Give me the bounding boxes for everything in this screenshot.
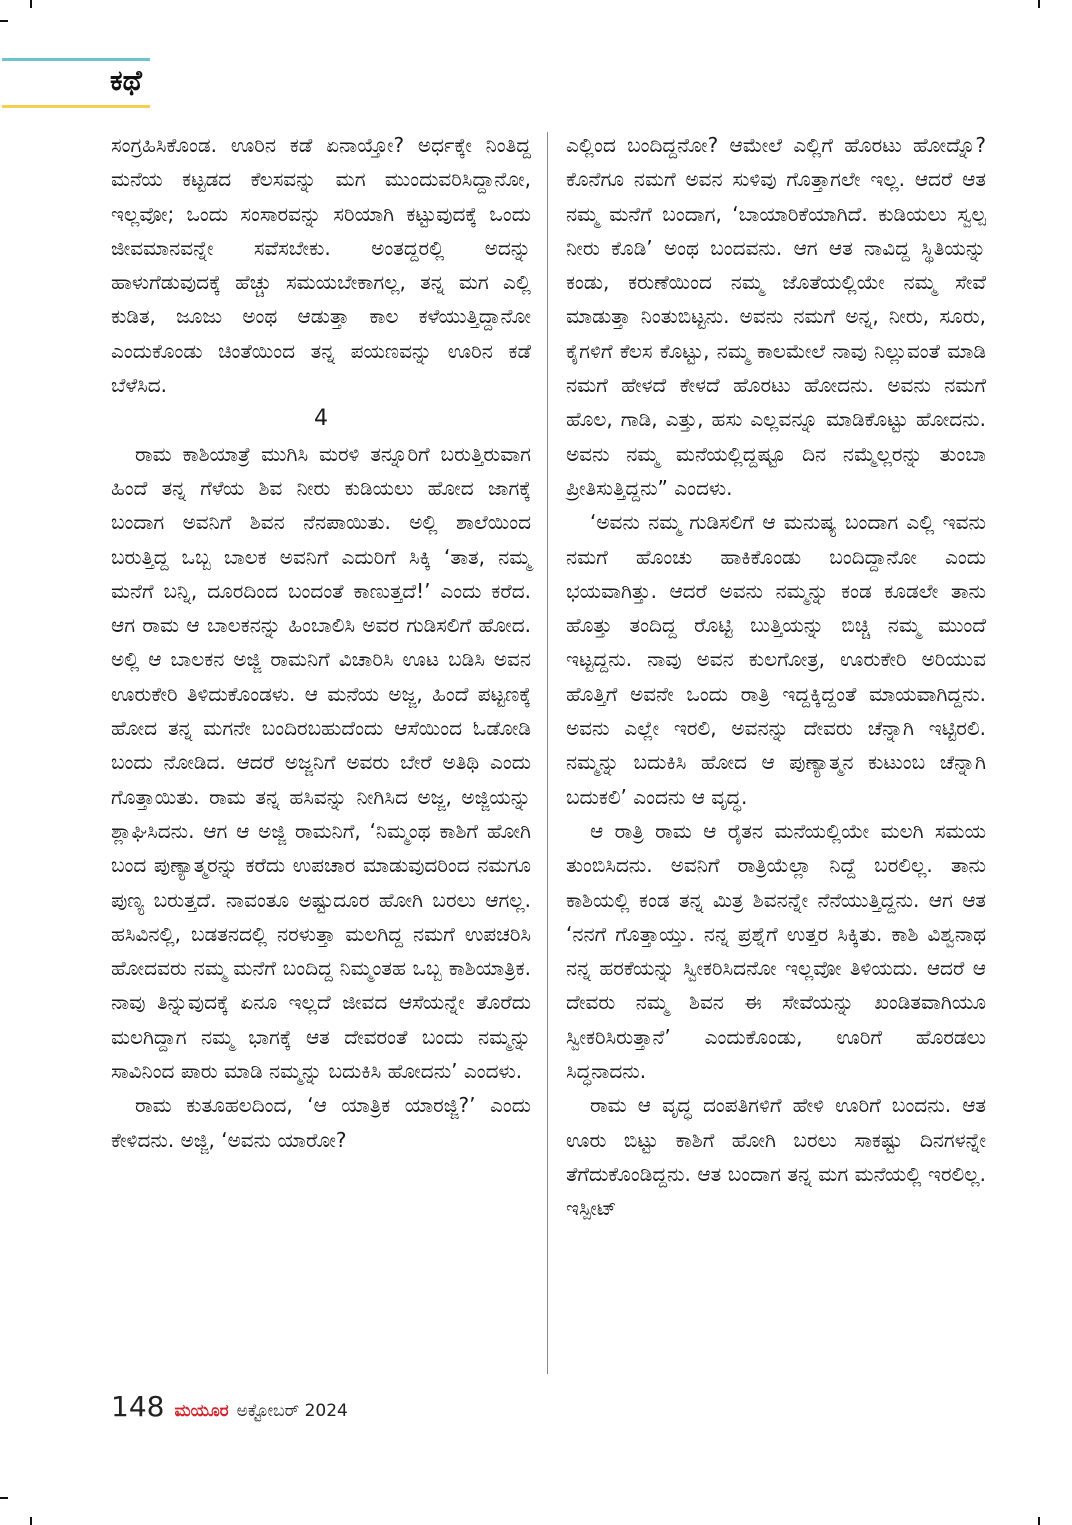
crop-mark (1038, 1517, 1040, 1525)
page-number: 148 (111, 1390, 165, 1423)
paragraph: ಆ ರಾತ್ರಿ ರಾಮ ಆ ರೈತನ ಮನೆಯಲ್ಲಿಯೇ ಮಲಗಿ ಸಮಯ ತುಂಬಿಸಿದನು. ಅವನಿಗೆ ರಾತ್ರಿಯೆಲ್ಲಾ ನಿದ್ದೆ ಬರಲಿಲ್ಲ. ತಾನು ಕಾಶಿಯಲ್ಲಿ ಕಂಡ ತನ್ನ ಮಿತ್ರ ಶಿವನನ್ನೇ ನೆನೆಯುತ್ತಿದ್ದನು. ಆಗ ಆತ ‘ನನಗೆ ಗೊತ್ತಾಯ್ತು. ನನ್ನ ಪ್ರಶ್ನೆಗೆ ಉತ್ತರ ಸಿಕ್ಕಿತು. ಕಾಶಿ ವಿಶ್ವನಾಥ ನನ್ನ ಹರಕೆಯನ್ನು ಸ್ವೀಕರಿಸಿದನೋ ಇಲ್ಲವೋ ತಿಳಿಯದು. ಆದರೆ ಆ ದೇವರು ನಮ್ಮ ಶಿವನ ಈ ಸೇವೆಯನ್ನು ಖಂಡಿತವಾಗಿಯೂ ಸ್ವೀಕರಿಸಿರುತ್ತಾನೆ’ ಎಂದುಕೊಂಡು, ಊರಿಗೆ ಹೊರಡಲು ಸಿದ್ಧನಾದನು. (566, 818, 986, 1084)
paragraph: ಎಲ್ಲಿಂದ ಬಂದಿದ್ದನೋ? ಆಮೇಲೆ ಎಲ್ಲಿಗೆ ಹೊರಟು ಹೋದ್ನೊ? ಕೊನೆಗೂ ನಮಗೆ ಅವನ ಸುಳಿವು ಗೊತ್ತಾಗಲೇ ಇಲ್ಲ. ಆದರೆ ಆತ ನಮ್ಮ ಮನೆಗೆ ಬಂದಾಗ, ‘ಬಾಯಾರಿಕೆಯಾಗಿದೆ. ಕುಡಿಯಲು ಸ್ವಲ್ಪ ನೀರು ಕೊಡಿ’ ಅಂಥ ಬಂದವನು. ಆಗ ಆತ ನಾವಿದ್ದ ಸ್ಥಿತಿಯನ್ನು ಕಂಡು, ಕರುಣೆಯಿಂದ ನಮ್ಮ ಜೊತೆಯಲ್ಲಿಯೇ ನಮ್ಮ ಸೇವೆ ಮಾಡುತ್ತಾ ನಿಂತುಬಿಟ್ಟನು. ಅವನು ನಮಗೆ ಅನ್ನ, ನೀರು, ಸೂರು, ಕೈಗಳಿಗೆ ಕೆಲಸ ಕೊಟ್ಟು, ನಮ್ಮ ಕಾಲಮೇಲೆ ನಾವು ನಿಲ್ಲುವಂತೆ ಮಾಡಿ ನಮಗೆ ಹೇಳದೆ ಕೇಳದೆ ಹೊರಟು ಹೋದನು. ಅವನು ನಮಗೆ ಹೊಲ, ಗಾಡಿ, ಎತ್ತು, ಹಸು ಎಲ್ಲವನ್ನೂ ಮಾಡಿಕೊಟ್ಟು ಹೋದನು. ಅವನು ನಮ್ಮ ಮನೆಯಲ್ಲಿದ್ದಷ್ಟೂ ದಿನ ನಮ್ಮೆಲ್ಲರನ್ನು ತುಂಬಾ ಪ್ರೀತಿಸುತ್ತಿದ್ದನು” ಎಂದಳು. (566, 133, 986, 500)
crop-mark (0, 20, 8, 22)
paragraph: ರಾಮ ಆ ವೃದ್ಧ ದಂಪತಿಗಳಿಗೆ ಹೇಳಿ ಊರಿಗೆ ಬಂದನು. ಆತ ಊರು ಬಿಟ್ಟು ಕಾಶಿಗೆ ಹೋಗಿ ಬರಲು ಸಾಕಷ್ಟು ದಿನಗಳನ್ನೇ ತೆಗೆದುಕೊಂಡಿದ್ದನು. ಆತ ಬಂದಾಗ ತನ್ನ ಮಗ ಮನೆಯಲ್ಲಿ ಇರಲಿಲ್ಲ. ಇಸ್ಪೀಟ್ (566, 1093, 986, 1221)
section-number: 4 (314, 406, 328, 432)
magazine-logo: ಮಯೂರ (174, 1401, 229, 1421)
column-divider (547, 132, 548, 1374)
paragraph: ‘ಅವನು ನಮ್ಮ ಗುಡಿಸಲಿಗೆ ಆ ಮನುಷ್ಯ ಬಂದಾಗ ಎಲ್ಲಿ ಇವನು ನಮಗೆ ಹೊಂಚು ಹಾಕಿಕೊಂಡು ಬಂದಿದ್ದಾನೋ ಎಂದು ಭಯವಾಗಿತ್ತು. ಆದರೆ ಅವನು ನಮ್ಮನ್ನು ಕಂಡ ಕೂಡಲೇ ತಾನು ಹೊತ್ತು ತಂದಿದ್ದ ರೊಟ್ಟಿ ಬುತ್ತಿಯನ್ನು ಬಿಚ್ಚಿ ನಮ್ಮ ಮುಂದೆ ಇಟ್ಟದ್ದನು. ನಾವು ಅವನ ಕುಲಗೋತ್ರ, ಊರುಕೇರಿ ಅರಿಯುವ ಹೊತ್ತಿಗೆ ಅವನೇ ಒಂದು ರಾತ್ರಿ ಇದ್ದಕ್ಕಿದ್ದಂತೆ ಮಾಯವಾಗಿದ್ದನು. ಅವನು ಎಲ್ಲೇ ಇರಲಿ, ಅವನನ್ನು ದೇವರು ಚೆನ್ನಾಗಿ ಇಟ್ಟಿರಲಿ. ನಮ್ಮನ್ನು ಬದುಕಿಸಿ ಹೋದ ಆ ಪುಣ್ಯಾತ್ಮನ ಕುಟುಂಬ ಚೆನ್ನಾಗಿ ಬದುಕಲಿ’ ಎಂದನು ಆ ವೃದ್ಧ. (566, 510, 986, 809)
page-footer (111, 1390, 348, 1426)
crop-mark (30, 0, 32, 8)
crop-mark (0, 1497, 8, 1499)
header-rule-top (2, 58, 150, 61)
paragraph: ಸಂಗ್ರಹಿಸಿಕೊಂಡ. ಊರಿನ ಕಡೆ ಏನಾಯ್ತೋ? ಅರ್ಧಕ್ಕೇ ನಿಂತಿದ್ದ ಮನೆಯ ಕಟ್ಟಡದ ಕೆಲಸವನ್ನು ಮಗ ಮುಂದುವರಿಸಿದ್ದಾನೋ, ಇಲ್ಲವೋ; ಒಂದು ಸಂಸಾರವನ್ನು ಸರಿಯಾಗಿ ಕಟ್ಟುವುದಕ್ಕೆ ಒಂದು ಜೀವಮಾನವನ್ನೇ ಸವೆಸಬೇಕು. ಅಂತದ್ದರಲ್ಲಿ ಅದನ್ನು ಹಾಳುಗೆಡುವುದಕ್ಕೆ ಹೆಚ್ಚು ಸಮಯಬೇಕಾಗಲ್ಲ, ತನ್ನ ಮಗ ಎಲ್ಲಿ ಕುಡಿತ, ಜೂಜು ಅಂಥ ಆಡುತ್ತಾ ಕಾಲ ಕಳೆಯುತ್ತಿದ್ದಾನೋ ಎಂದುಕೊಂಡು ಚಿಂತೆಯಿಂದ ತನ್ನ ಪಯಣವನ್ನು ಊರಿನ ಕಡೆ ಬೆಳೆಸಿದ. (111, 133, 531, 398)
left-column (111, 128, 531, 1157)
section-label: ಕಥೆ (110, 64, 142, 97)
crop-mark (1038, 0, 1040, 8)
issue-date: ಅಕ್ಟೋಬರ್ 2024 (236, 1401, 348, 1421)
header-rule-bottom (2, 105, 150, 108)
crop-mark (30, 1517, 32, 1525)
right-column (566, 128, 986, 1226)
paragraph: ರಾಮ ಕಾಶಿಯಾತ್ರೆ ಮುಗಿಸಿ ಮರಳಿ ತನ್ನೂರಿಗೆ ಬರುತ್ತಿರುವಾಗ ಹಿಂದೆ ತನ್ನ ಗೆಳೆಯ ಶಿವ ನೀರು ಕುಡಿಯಲು ಹೋದ ಜಾಗಕ್ಕೆ ಬಂದಾಗ ಅವನಿಗೆ ಶಿವನ ನೆನಪಾಯಿತು. ಅಲ್ಲಿ ಶಾಲೆಯಿಂದ ಬರುತ್ತಿದ್ದ ಒಬ್ಬ ಬಾಲಕ ಅವನಿಗೆ ಎದುರಿಗೆ ಸಿಕ್ಕಿ ‘ತಾತ, ನಮ್ಮ ಮನೆಗೆ ಬನ್ನಿ, ದೂರದಿಂದ ಬಂದಂತೆ ಕಾಣುತ್ತದೆ!’ ಎಂದು ಕರೆದ. ಆಗ ರಾಮ ಆ ಬಾಲಕನನ್ನು ಹಿಂಬಾಲಿಸಿ ಅವರ ಗುಡಿಸಲಿಗೆ ಹೋದ. ಅಲ್ಲಿ ಆ ಬಾಲಕನ ಅಜ್ಜಿ ರಾಮನಿಗೆ ವಿಚಾರಿಸಿ ಊಟ ಬಡಿಸಿ ಅವನ ಊರುಕೇರಿ ತಿಳಿದುಕೊಂಡಳು. ಆ ಮನೆಯ ಅಜ್ಜ, ಹಿಂದೆ ಪಟ್ಟಣಕ್ಕೆ ಹೋದ ತನ್ನ ಮಗನೇ ಬಂದಿರಬಹುದೆಂದು ಆಸೆಯಿಂದ ಓಡೋಡಿ ಬಂದು ನೋಡಿದ. ಆದರೆ ಅಜ್ಜನಿಗೆ ಅವರು ಬೇರೆ ಅತಿಥಿ ಎಂದು ಗೊತ್ತಾಯಿತು. ರಾಮ ತನ್ನ ಹಸಿವನ್ನು ನೀಗಿಸಿದ ಅಜ್ಜ, ಅಜ್ಜಿಯನ್ನು ಶ್ಲಾಘಿಸಿದನು. ಆಗ ಆ ಅಜ್ಜಿ ರಾಮನಿಗೆ, ‘ನಿಮ್ಮಂಥ ಕಾಶಿಗೆ ಹೋಗಿ ಬಂದ ಪುಣ್ಯಾತ್ಮರನ್ನು ಕರೆದು ಉಪಚಾರ ಮಾಡುವುದರಿಂದ ನಮಗೂ ಪುಣ್ಯ ಬರುತ್ತದೆ. ನಾವಂತೂ ಅಷ್ಟುದೂರ ಹೋಗಿ ಬರಲು ಆಗಲ್ಲ. ಹಸಿವಿನಲ್ಲಿ, ಬಡತನದಲ್ಲಿ ನರಳುತ್ತಾ ಮಲಗಿದ್ದ ನಮಗೆ ಉಪಚರಿಸಿ ಹೋದವರು ನಮ್ಮ ಮನೆಗೆ ಬಂದಿದ್ದ ನಿಮ್ಮಂತಹ ಒಬ್ಬ ಕಾಶಿಯಾತ್ರಿಕ. ನಾವು ತಿನ್ನುವುದಕ್ಕೆ ಏನೂ ಇಲ್ಲದೆ ಜೀವದ ಆಸೆಯನ್ನೇ ತೊರೆದು ಮಲಗಿದ್ದಾಗ ನಮ್ಮ ಭಾಗಕ್ಕೆ ಆತ ದೇವರಂತೆ ಬಂದು ನಮ್ಮನ್ನು ಸಾವಿನಿಂದ ಪಾರು ಮಾಡಿ ನಮ್ಮನ್ನು ಬದುಕಿಸಿ ಹೋದನು’ ಎಂದಳು. (111, 441, 531, 1084)
paragraph: ರಾಮ ಕುತೂಹಲದಿಂದ, ‘ಆ ಯಾತ್ರಿಕ ಯಾರಜ್ಜಿ?’ ಎಂದು ಕೇಳಿದನು. ಅಜ್ಜಿ, ‘ಅವನು ಯಾರೋ? (111, 1093, 531, 1152)
